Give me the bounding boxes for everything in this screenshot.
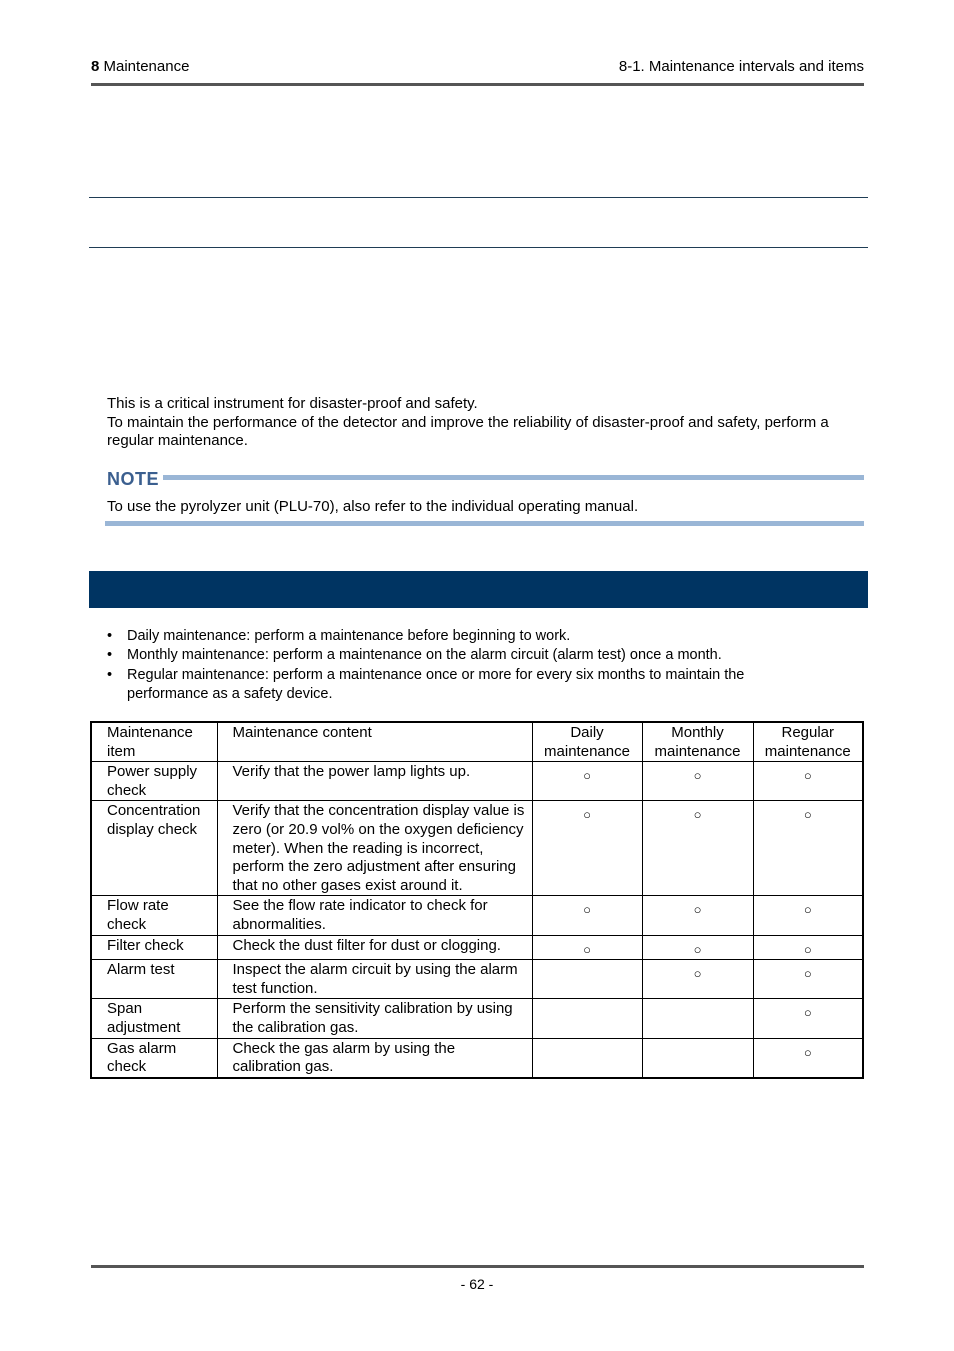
cell-content: Check the dust filter for dust or clogging. <box>217 935 532 960</box>
cell-daily <box>532 1038 642 1078</box>
cell-content: Perform the sensitivity calibration by using the calibration gas. <box>217 999 532 1038</box>
section-heading-band <box>89 571 868 608</box>
note-bar-bottom <box>105 521 864 526</box>
cell-regular: ○ <box>753 896 863 935</box>
cell-daily <box>532 960 642 999</box>
table-row <box>91 999 863 1038</box>
cell-content: Inspect the alarm circuit by using the alarm test function. <box>217 960 532 999</box>
header-monthly: Monthly maintenance <box>642 722 753 762</box>
intro-line-2: To maintain the performance of the detector and improve the reliability of disaster-proof and safety, perform a regular maintenance. <box>107 413 829 449</box>
cell-monthly: ○ <box>642 935 753 960</box>
cell-item: Alarm test <box>91 960 217 999</box>
list-item: • Daily maintenance: perform a maintenance before beginning to work. <box>107 627 807 646</box>
cell-daily <box>532 999 642 1038</box>
cell-monthly <box>642 999 753 1038</box>
cell-daily: ○ <box>532 762 642 801</box>
chapter-title-rule-top <box>89 197 868 198</box>
cell-content: See the flow rate indicator to check for abnormalities. <box>217 896 532 935</box>
chapter-title-rule-bottom <box>89 247 868 248</box>
header-maintenance-item: Maintenance item <box>91 722 217 762</box>
header-daily: Daily maintenance <box>532 722 642 762</box>
table-row <box>91 896 863 935</box>
cell-daily: ○ <box>532 896 642 935</box>
table-row <box>91 801 863 896</box>
maintenance-types-list <box>107 627 807 704</box>
cell-content: Verify that the power lamp lights up. <box>217 762 532 801</box>
cell-item: Filter check <box>91 935 217 960</box>
table-row <box>91 960 863 999</box>
cell-item: Gas alarm check <box>91 1038 217 1078</box>
list-item: • Monthly maintenance: perform a maintenance on the alarm circuit (alarm test) once a month. <box>107 646 807 665</box>
cell-item: Concentration display check <box>91 801 217 896</box>
cell-item: Flow rate check <box>91 896 217 935</box>
cell-monthly: ○ <box>642 960 753 999</box>
header-maintenance-content: Maintenance content <box>217 722 532 762</box>
cell-content: Verify that the concentration display value is zero (or 20.9 vol% on the oxygen deficiency meter). When the reading is incorrect, perform the zero adjustment after ensuring that no other gases exist around it. <box>217 801 532 896</box>
header-chapter <box>91 58 189 75</box>
cell-regular: ○ <box>753 801 863 896</box>
maintenance-table <box>90 721 864 1079</box>
page-number: - 62 - <box>460 1276 494 1292</box>
table-header-row <box>91 722 863 762</box>
cell-regular: ○ <box>753 1038 863 1078</box>
list-item: • Regular maintenance: perform a maintenance once or more for every six months to maintain the performance as a safety device. <box>107 666 745 702</box>
intro-line-1: This is a critical instrument for disaster-proof and safety. <box>107 395 478 412</box>
table-row <box>91 762 863 801</box>
note-text: To use the pyrolyzer unit (PLU-70), also refer to the individual operating manual. <box>107 498 639 515</box>
bullet-icon: • <box>107 628 113 644</box>
table-row <box>91 1038 863 1078</box>
chapter-number: 8 <box>91 58 100 75</box>
cell-regular: ○ <box>753 960 863 999</box>
bullet-icon: • <box>107 647 113 664</box>
chapter-title: Maintenance <box>103 58 190 75</box>
cell-content: Check the gas alarm by using the calibration gas. <box>217 1038 532 1078</box>
header-section-title: 8-1. Maintenance intervals and items <box>618 58 864 75</box>
cell-daily: ○ <box>532 801 642 896</box>
table-row <box>91 935 863 960</box>
cell-regular: ○ <box>753 935 863 960</box>
cell-item: Power supply check <box>91 762 217 801</box>
bullet-icon: • <box>107 666 113 683</box>
cell-regular: ○ <box>753 999 863 1038</box>
note-bar-top <box>163 475 864 480</box>
cell-monthly: ○ <box>642 896 753 935</box>
cell-regular: ○ <box>753 762 863 801</box>
cell-monthly: ○ <box>642 801 753 896</box>
header-rule <box>91 83 864 86</box>
header-regular: Regular maintenance <box>753 722 863 762</box>
intro-paragraph <box>107 395 872 451</box>
cell-monthly <box>642 1038 753 1078</box>
note-label: NOTE <box>107 469 160 489</box>
footer-rule <box>91 1265 864 1268</box>
cell-item: Span adjustment <box>91 999 217 1038</box>
cell-daily: ○ <box>532 935 642 960</box>
cell-monthly: ○ <box>642 762 753 801</box>
